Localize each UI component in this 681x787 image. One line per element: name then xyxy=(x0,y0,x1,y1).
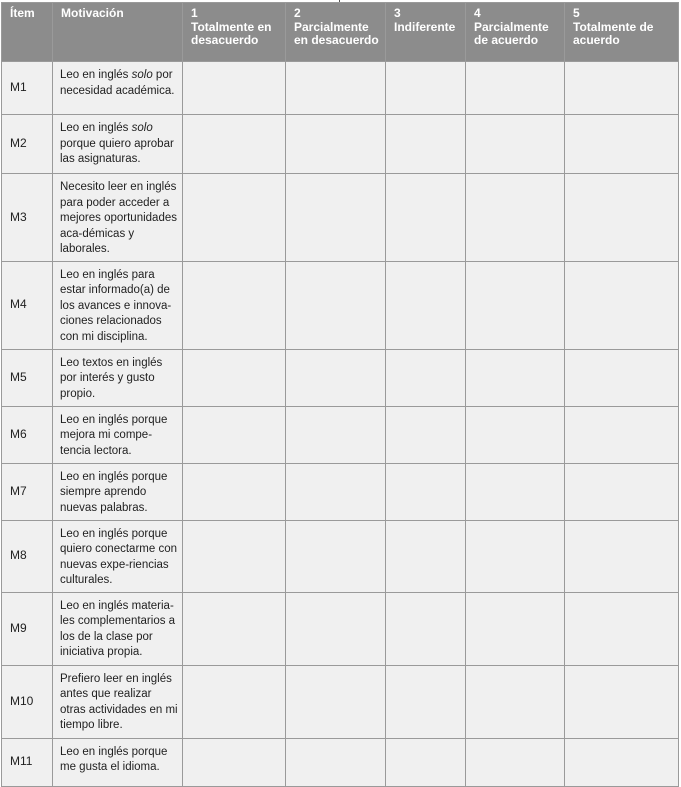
response-cell-scale-3[interactable] xyxy=(386,406,466,463)
motivation-text xyxy=(53,738,183,786)
header-scale-4 xyxy=(466,3,565,62)
response-cell-scale-1[interactable] xyxy=(183,665,286,738)
scale-number: 4 xyxy=(474,6,481,20)
response-cell-scale-2[interactable] xyxy=(286,349,386,406)
response-cell-scale-5[interactable] xyxy=(565,261,679,349)
response-cell-scale-1[interactable] xyxy=(183,592,286,665)
response-cell-scale-4[interactable] xyxy=(466,174,565,262)
table-row xyxy=(2,62,679,115)
response-cell-scale-2[interactable] xyxy=(286,738,386,786)
table-row xyxy=(2,463,679,520)
response-cell-scale-1[interactable] xyxy=(183,62,286,115)
motivation-survey-table-container xyxy=(1,2,678,787)
text-segment: Leo en inglés para estar informado(a) de los avances e innova-ciones relacionados con mi disciplina. xyxy=(60,268,172,343)
table-row xyxy=(2,261,679,349)
response-cell-scale-5[interactable] xyxy=(565,115,679,174)
response-cell-scale-4[interactable] xyxy=(466,349,565,406)
response-cell-scale-3[interactable] xyxy=(386,665,466,738)
item-id: M1 xyxy=(2,62,53,115)
header-scale-1 xyxy=(183,3,286,62)
response-cell-scale-1[interactable] xyxy=(183,174,286,262)
table-row xyxy=(2,115,679,174)
response-cell-scale-4[interactable] xyxy=(466,406,565,463)
response-cell-scale-4[interactable] xyxy=(466,738,565,786)
motivation-text xyxy=(53,115,183,174)
scale-number: 3 xyxy=(394,6,401,20)
text-segment: Leo en inglés porque me gusta el idioma. xyxy=(60,745,168,773)
response-cell-scale-3[interactable] xyxy=(386,592,466,665)
item-id: M7 xyxy=(2,463,53,520)
header-motivation: Motivación xyxy=(53,3,183,62)
response-cell-scale-4[interactable] xyxy=(466,261,565,349)
response-cell-scale-3[interactable] xyxy=(386,115,466,174)
response-cell-scale-3[interactable] xyxy=(386,174,466,262)
response-cell-scale-4[interactable] xyxy=(466,592,565,665)
item-id: M9 xyxy=(2,592,53,665)
scale-number: 1 xyxy=(191,6,198,20)
scale-label: Indiferente xyxy=(394,19,456,34)
response-cell-scale-3[interactable] xyxy=(386,463,466,520)
table-row xyxy=(2,738,679,786)
response-cell-scale-2[interactable] xyxy=(286,406,386,463)
table-row xyxy=(2,592,679,665)
response-cell-scale-1[interactable] xyxy=(183,115,286,174)
response-cell-scale-2[interactable] xyxy=(286,62,386,115)
scale-label: Totalmente de acuerdo xyxy=(573,19,654,47)
response-cell-scale-2[interactable] xyxy=(286,115,386,174)
response-cell-scale-5[interactable] xyxy=(565,62,679,115)
response-cell-scale-4[interactable] xyxy=(466,62,565,115)
response-cell-scale-2[interactable] xyxy=(286,592,386,665)
scale-label: Totalmente en desacuerdo xyxy=(191,19,272,47)
text-segment: Prefiero leer en inglés antes que realizar otras actividades en mi tiempo libre. xyxy=(60,672,178,731)
text-segment: Leo en inglés porque mejora mi compe-tencia lectora. xyxy=(60,413,168,457)
response-cell-scale-2[interactable] xyxy=(286,261,386,349)
table-body xyxy=(2,62,679,787)
response-cell-scale-3[interactable] xyxy=(386,520,466,592)
item-id: M2 xyxy=(2,115,53,174)
motivation-text xyxy=(53,520,183,592)
text-segment: Necesito leer en inglés para poder acceder a mejores oportunidades aca-démicas y laborales. xyxy=(60,181,177,255)
response-cell-scale-1[interactable] xyxy=(183,406,286,463)
response-cell-scale-3[interactable] xyxy=(386,261,466,349)
response-cell-scale-3[interactable] xyxy=(386,738,466,786)
response-cell-scale-4[interactable] xyxy=(466,115,565,174)
motivation-text xyxy=(53,592,183,665)
header-scale-5 xyxy=(565,3,679,62)
motivation-text xyxy=(53,261,183,349)
table-header-row xyxy=(2,3,679,62)
motivation-text xyxy=(53,174,183,262)
item-id: M3 xyxy=(2,174,53,262)
motivation-text xyxy=(53,463,183,520)
response-cell-scale-2[interactable] xyxy=(286,463,386,520)
item-id: M10 xyxy=(2,665,53,738)
table-row xyxy=(2,349,679,406)
response-cell-scale-1[interactable] xyxy=(183,520,286,592)
response-cell-scale-2[interactable] xyxy=(286,174,386,262)
response-cell-scale-3[interactable] xyxy=(386,349,466,406)
scale-number: 2 xyxy=(294,6,301,20)
table-row xyxy=(2,174,679,262)
motivation-text xyxy=(53,349,183,406)
emphasis-text: solo xyxy=(131,122,153,134)
text-segment: porque quiero aprobar las asignaturas. xyxy=(60,137,174,165)
response-cell-scale-1[interactable] xyxy=(183,261,286,349)
response-cell-scale-4[interactable] xyxy=(466,665,565,738)
table-row xyxy=(2,665,679,738)
scale-label: Parcialmente de acuerdo xyxy=(474,19,549,47)
response-cell-scale-5[interactable] xyxy=(565,463,679,520)
item-id: M6 xyxy=(2,406,53,463)
motivation-text xyxy=(53,406,183,463)
text-segment: por necesidad académica. xyxy=(60,69,175,97)
response-cell-scale-2[interactable] xyxy=(286,665,386,738)
response-cell-scale-1[interactable] xyxy=(183,463,286,520)
response-cell-scale-3[interactable] xyxy=(386,62,466,115)
text-segment: Leo en inglés xyxy=(60,69,132,81)
response-cell-scale-5[interactable] xyxy=(565,349,679,406)
response-cell-scale-2[interactable] xyxy=(286,520,386,592)
motivation-text xyxy=(53,62,183,115)
text-segment: Leo textos en inglés por interés y gusto propio. xyxy=(60,356,163,400)
table-row xyxy=(2,520,679,592)
response-cell-scale-4[interactable] xyxy=(466,463,565,520)
text-segment: Leo en inglés porque siempre aprendo nuevas palabras. xyxy=(60,470,168,514)
response-cell-scale-5[interactable] xyxy=(565,174,679,262)
emphasis-text: solo xyxy=(131,69,153,81)
response-cell-scale-1[interactable] xyxy=(183,349,286,406)
header-item: Ítem xyxy=(2,3,53,62)
motivation-survey-table xyxy=(1,2,679,787)
item-id: M11 xyxy=(2,738,53,786)
response-cell-scale-5[interactable] xyxy=(565,592,679,665)
item-id: M5 xyxy=(2,349,53,406)
response-cell-scale-1[interactable] xyxy=(183,738,286,786)
scale-label: Parcialmente en desacuerdo xyxy=(294,19,379,47)
text-segment: Leo en inglés porque quiero conectarme con nuevas expe-riencias culturales. xyxy=(60,527,177,586)
header-scale-2 xyxy=(286,3,386,62)
text-segment: Leo en inglés xyxy=(60,122,132,134)
response-cell-scale-4[interactable] xyxy=(466,520,565,592)
item-id: M4 xyxy=(2,261,53,349)
header-scale-3 xyxy=(386,3,466,62)
scale-number: 5 xyxy=(573,6,580,20)
response-cell-scale-5[interactable] xyxy=(565,738,679,786)
motivation-text xyxy=(53,665,183,738)
table-row xyxy=(2,406,679,463)
text-segment: Leo en inglés materia-les complementarios a los de la clase por iniciativa propia. xyxy=(60,599,176,658)
response-cell-scale-5[interactable] xyxy=(565,406,679,463)
response-cell-scale-5[interactable] xyxy=(565,665,679,738)
response-cell-scale-5[interactable] xyxy=(565,520,679,592)
item-id: M8 xyxy=(2,520,53,592)
